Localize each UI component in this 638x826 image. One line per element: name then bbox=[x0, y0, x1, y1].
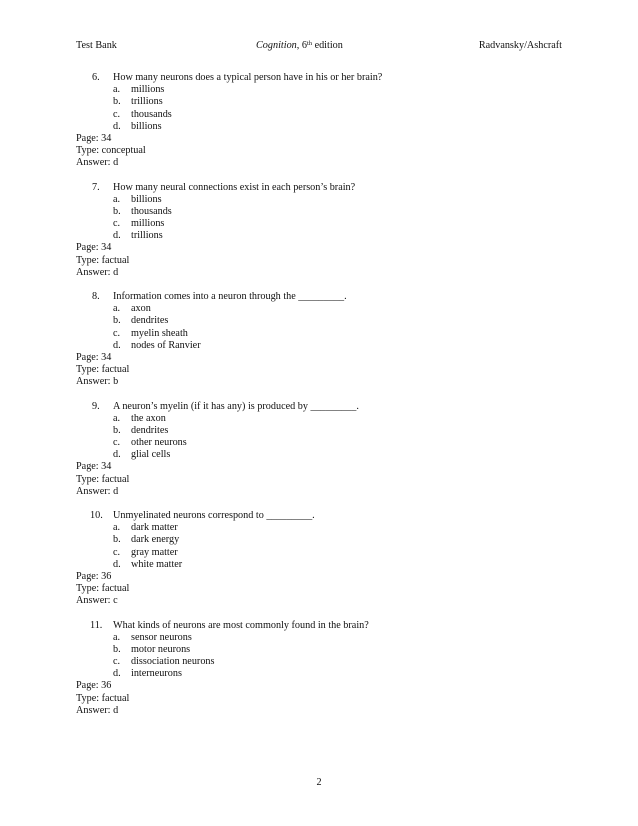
option-letter: a. bbox=[113, 631, 121, 643]
option-text: millions bbox=[131, 218, 165, 230]
answer-option bbox=[76, 437, 562, 449]
option-text: trillions bbox=[131, 96, 163, 108]
question-stem bbox=[76, 510, 562, 522]
option-letter: c. bbox=[113, 218, 121, 230]
question-number: 6. bbox=[92, 72, 100, 83]
question-page: Page: 34 bbox=[76, 461, 112, 473]
question-type: Type: factual bbox=[76, 473, 130, 485]
question-list bbox=[76, 72, 562, 729]
question-type: Type: factual bbox=[76, 254, 130, 266]
answer-option bbox=[76, 534, 562, 546]
answer-option bbox=[76, 230, 562, 242]
option-letter: b. bbox=[113, 534, 121, 546]
option-letter: b. bbox=[113, 205, 121, 217]
question-item bbox=[76, 182, 562, 280]
question-answer: Answer: d bbox=[76, 485, 119, 497]
option-text: glial cells bbox=[131, 449, 171, 461]
option-letter: c. bbox=[113, 656, 121, 668]
question-text: What kinds of neurons are most commonly found in the brain? bbox=[113, 619, 369, 631]
edition-word: edition bbox=[312, 40, 343, 51]
option-letter: b. bbox=[113, 643, 121, 655]
answer-option bbox=[76, 632, 562, 644]
option-text: the axon bbox=[131, 412, 166, 424]
option-letter: c. bbox=[113, 437, 121, 449]
option-text: dark energy bbox=[131, 534, 180, 546]
option-text: dark matter bbox=[131, 522, 178, 534]
answer-option bbox=[76, 194, 562, 206]
question-stem bbox=[76, 182, 562, 194]
option-letter: c. bbox=[113, 546, 121, 558]
option-text: millions bbox=[131, 84, 165, 96]
answer-option bbox=[76, 656, 562, 668]
question-number: 7. bbox=[92, 181, 100, 193]
question-number: 8. bbox=[92, 291, 100, 302]
answer-option bbox=[76, 340, 562, 352]
answer-option bbox=[76, 84, 562, 96]
answer-option bbox=[76, 96, 562, 108]
option-text: gray matter bbox=[131, 546, 178, 558]
question-number: 9. bbox=[92, 400, 100, 412]
answer-option bbox=[76, 121, 562, 133]
question-text: How many neurons does a typical person have in his or her brain? bbox=[113, 72, 383, 83]
option-text: dendrites bbox=[131, 315, 169, 327]
option-letter: d. bbox=[113, 230, 121, 242]
option-text: other neurons bbox=[131, 437, 187, 449]
option-letter: d. bbox=[113, 668, 121, 680]
question-answer: Answer: d bbox=[76, 266, 119, 278]
option-letter: d. bbox=[113, 449, 121, 461]
question-item bbox=[76, 291, 562, 389]
question-stem bbox=[76, 291, 562, 303]
question-stem bbox=[76, 72, 562, 84]
option-text: sensor neurons bbox=[131, 631, 192, 643]
question-answer: Answer: d bbox=[76, 157, 119, 169]
answer-option bbox=[76, 547, 562, 559]
option-letter: a. bbox=[113, 412, 121, 424]
question-number: 10. bbox=[90, 510, 103, 521]
question-answer: Answer: c bbox=[76, 595, 118, 607]
question-stem bbox=[76, 401, 562, 413]
option-text: interneurons bbox=[131, 668, 182, 680]
option-letter: c. bbox=[113, 327, 121, 339]
page-header bbox=[76, 40, 562, 54]
question-page: Page: 34 bbox=[76, 351, 112, 363]
edition-suffix: th bbox=[306, 40, 313, 47]
header-authors: Radvansky/Ashcraft bbox=[478, 40, 562, 51]
question-page: Page: 36 bbox=[76, 570, 112, 582]
question-item bbox=[76, 401, 562, 499]
option-letter: d. bbox=[113, 339, 121, 351]
question-item bbox=[76, 72, 562, 170]
option-letter: d. bbox=[113, 558, 121, 570]
option-letter: b. bbox=[113, 315, 121, 327]
option-text: thousands bbox=[131, 205, 172, 217]
question-stem bbox=[76, 620, 562, 632]
book-title: Cognition bbox=[256, 40, 297, 51]
option-text: nodes of Ranvier bbox=[131, 339, 201, 351]
answer-option bbox=[76, 206, 562, 218]
question-type: Type: factual bbox=[76, 692, 130, 704]
answer-option bbox=[76, 303, 562, 315]
answer-option bbox=[76, 522, 562, 534]
option-text: myelin sheath bbox=[131, 327, 188, 339]
option-text: billions bbox=[131, 120, 162, 132]
option-letter: a. bbox=[113, 303, 121, 315]
answer-option bbox=[76, 218, 562, 230]
question-type: Type: conceptual bbox=[76, 145, 146, 157]
header-book-title bbox=[256, 40, 343, 51]
question-text: How many neural connections exist in each person’s brain? bbox=[113, 181, 356, 193]
question-text: A neuron’s myelin (if it has any) is produced by _________. bbox=[113, 400, 359, 412]
option-text: motor neurons bbox=[131, 643, 191, 655]
answer-option bbox=[76, 109, 562, 121]
answer-option bbox=[76, 315, 562, 327]
question-type: Type: factual bbox=[76, 364, 130, 376]
page-number: 2 bbox=[316, 777, 322, 788]
answer-option bbox=[76, 449, 562, 461]
option-letter: b. bbox=[113, 96, 121, 108]
answer-option bbox=[76, 668, 562, 680]
option-text: white matter bbox=[131, 558, 183, 570]
question-page: Page: 34 bbox=[76, 242, 112, 254]
option-text: thousands bbox=[131, 108, 172, 120]
question-item bbox=[76, 510, 562, 608]
answer-option bbox=[76, 413, 562, 425]
option-text: dendrites bbox=[131, 424, 169, 436]
question-answer: Answer: d bbox=[76, 704, 119, 716]
option-letter: a. bbox=[113, 193, 121, 205]
question-type: Type: factual bbox=[76, 583, 130, 595]
question-text: Information comes into a neuron through the _________. bbox=[113, 291, 347, 302]
option-letter: b. bbox=[113, 424, 121, 436]
question-answer: Answer: b bbox=[76, 376, 119, 388]
question-page: Page: 34 bbox=[76, 132, 112, 144]
option-text: dissociation neurons bbox=[131, 656, 215, 668]
option-text: trillions bbox=[131, 230, 163, 242]
question-item bbox=[76, 620, 562, 718]
question-page: Page: 36 bbox=[76, 680, 112, 692]
answer-option bbox=[76, 328, 562, 340]
option-text: axon bbox=[131, 303, 151, 315]
answer-option bbox=[76, 559, 562, 571]
header-left: Test Bank bbox=[76, 40, 117, 51]
edition-number: , 6 bbox=[296, 40, 307, 51]
answer-option bbox=[76, 644, 562, 656]
option-letter: a. bbox=[113, 84, 121, 96]
option-letter: a. bbox=[113, 522, 121, 534]
answer-option bbox=[76, 425, 562, 437]
option-letter: c. bbox=[113, 108, 121, 120]
question-text: Unmyelinated neurons correspond to _________. bbox=[113, 510, 315, 521]
question-number: 11. bbox=[90, 619, 103, 631]
option-letter: d. bbox=[113, 120, 121, 132]
option-text: billions bbox=[131, 193, 162, 205]
